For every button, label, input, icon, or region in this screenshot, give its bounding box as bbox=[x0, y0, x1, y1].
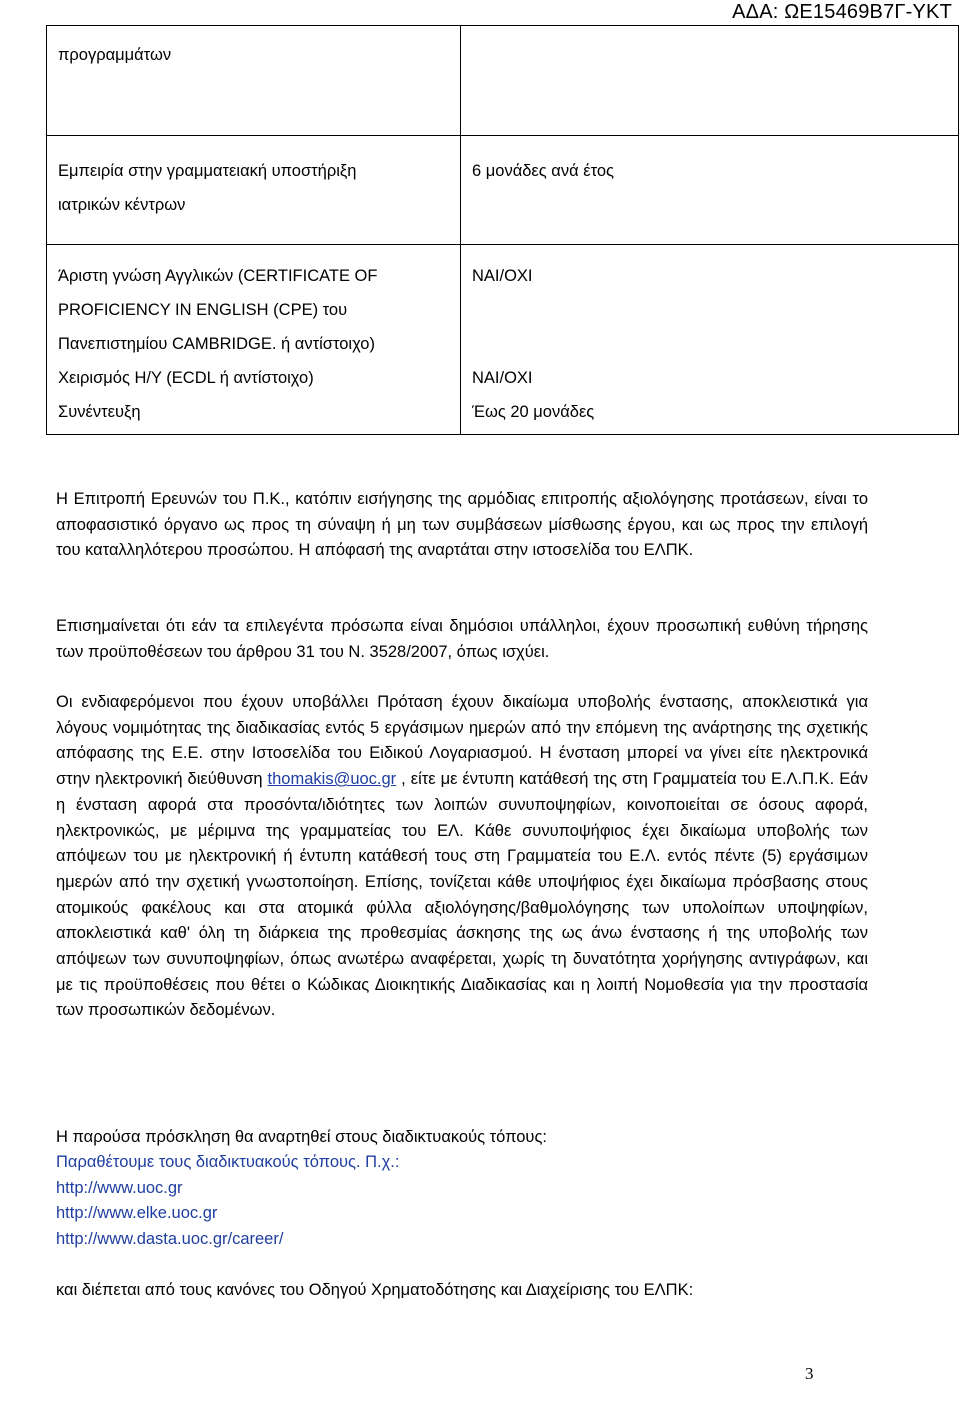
table-cell-text: Πανεπιστημίου CAMBRIDGE. ή αντίστοιχο) bbox=[58, 335, 375, 353]
table-cell-text: 6 μονάδες ανά έτος bbox=[472, 162, 614, 180]
table-cell bbox=[461, 245, 959, 435]
table-cell-text: PROFICIENCY IN ENGLISH (CPE) του bbox=[58, 301, 348, 319]
table-cell bbox=[461, 26, 959, 136]
table-cell-text: Έως 20 μονάδες bbox=[472, 403, 595, 421]
table-cell-text: Άριστη γνώση Αγγλικών (CERTIFICATE OF bbox=[58, 267, 378, 285]
table-cell-text: ΝΑΙ/ΟΧΙ bbox=[472, 267, 533, 285]
link-dasta-career[interactable]: http://www.dasta.uoc.gr/career/ bbox=[56, 1230, 284, 1248]
page-number: 3 bbox=[805, 1364, 814, 1383]
objections-text-b: , είτε με έντυπη κατάθεσή της στη Γραμματεία του Ε.Λ.Π.Κ. Εάν η ένσταση αφορά στα προσόντα/ιδιότητες των λοιπών συνυποψηφίων, κοινοποιείται σε όσους αφορά, ηλεκτρονικώς, με μέριμνα της γραμματείας του ΕΛ. Κάθε συνυποψήφιος έχει δικαίωμα υποβολής των απόψεων του με ηλεκτρονική ή έντυπη κατάθεσή τους στη Γραμματεία του Ε.Λ. εντός πέντε (5) εργάσιμων ημερών από την σχετική γνωστοποίηση. Επίσης, τονίζεται κάθε υποψήφιος έχει δικαίωμα πρόσβασης στους ατομικούς φακέλους και στα ατομικά φύλλα αξιολόγησης/βαθμολόγησης των υπολοίπων υποψηφίων, αποκλειστικά καθ' όλη τη διάρκεια της προθεσμίας άσκησης της ως άνω ένστασης ή της υποβολής των απόψεων των συνυποψηφίων, όπως ανωτέρω αναφέρεται, χωρίς τη δυνατότητα χορήγησης αντιγράφων, και με τις προϋποθέσεις που θέτει ο Κώδικας Διοικητικής Διαδικασίας και η λοιπή Νομοθεσία για την προστασία των προσωπικών δεδομένων. bbox=[56, 770, 868, 1020]
link-elke[interactable]: http://www.elke.uoc.gr bbox=[56, 1204, 218, 1222]
criteria-table bbox=[46, 25, 959, 435]
document-ada-code: ΑΔΑ: ΩΕ15469Β7Γ-ΥΚΤ bbox=[732, 1, 952, 23]
table-cell bbox=[47, 245, 461, 435]
objections-text-a: Οι ενδιαφερόμενοι που έχουν υποβάλλει Πρόταση έχουν δικαίωμα υποβολής ένστασης, αποκλειστικά για λόγους νομιμότητας της διαδικασίας εντός 5 εργάσιμων ημερών από την επόμενη της ανάρτησης της σχετικής απόφασης της Ε.Ε. στην Ιστοσελίδα του Ειδικού Λογαριασμού. Η ένσταση μπορεί να γίνει είτε ηλεκτρονικά στην ηλεκτρονική διεύθυνση bbox=[56, 693, 868, 789]
table-cell bbox=[47, 136, 461, 245]
table-cell-text: προγραμμάτων bbox=[58, 46, 172, 64]
table-cell-text: ιατρικών κέντρων bbox=[58, 196, 186, 214]
publication-example-note: Παραθέτουμε τους διαδικτυακούς τόπους. Π.χ.: bbox=[56, 1153, 400, 1171]
table-row bbox=[47, 245, 959, 435]
table-cell bbox=[47, 26, 461, 136]
publication-intro: Η παρούσα πρόσκληση θα αναρτηθεί στους διαδικτυακούς τόπους: bbox=[56, 1128, 547, 1146]
paragraph-objections bbox=[56, 690, 868, 1024]
link-uoc[interactable]: http://www.uoc.gr bbox=[56, 1179, 183, 1197]
paragraph-funding-rules: και διέπεται από τους κανόνες του Οδηγού Χρηματοδότησης και Διαχείρισης του ΕΛΠΚ: bbox=[56, 1281, 694, 1299]
table-cell-text: Εμπειρία στην γραμματειακή υποστήριξη bbox=[58, 162, 357, 180]
paragraph-research-committee: Η Επιτροπή Ερευνών του Π.Κ., κατόπιν εισήγησης της αρμόδιας επιτροπής αξιολόγησης προτάσεων, είναι το αποφασιστικό όργανο ως προς τη σύναψη ή μη των συμβάσεων μίσθωσης έργου, και ως προς την επιλογή του καταλληλότερου προσώπου. Η απόφασή της αναρτάται στην ιστοσελίδα του ΕΛΠΚ. bbox=[56, 490, 868, 560]
table-cell-text: ΝΑΙ/ΟΧΙ bbox=[472, 369, 533, 387]
paragraph-public-servants: Επισημαίνεται ότι εάν τα επιλεγέντα πρόσωπα είναι δημόσιοι υπάλληλοι, έχουν προσωπική ευθύνη τήρησης των προϋποθέσεων του άρθρου 31 του Ν. 3528/2007, όπως ισχύει. bbox=[56, 617, 868, 661]
table-row bbox=[47, 136, 959, 245]
table-cell bbox=[461, 136, 959, 245]
table-cell-text: Συνέντευξη bbox=[58, 403, 141, 421]
table-row bbox=[47, 26, 959, 136]
table-cell-text: Χειρισμός Η/Υ (ECDL ή αντίστοιχο) bbox=[58, 369, 314, 387]
email-link[interactable]: thomakis@uoc.gr bbox=[267, 770, 397, 789]
